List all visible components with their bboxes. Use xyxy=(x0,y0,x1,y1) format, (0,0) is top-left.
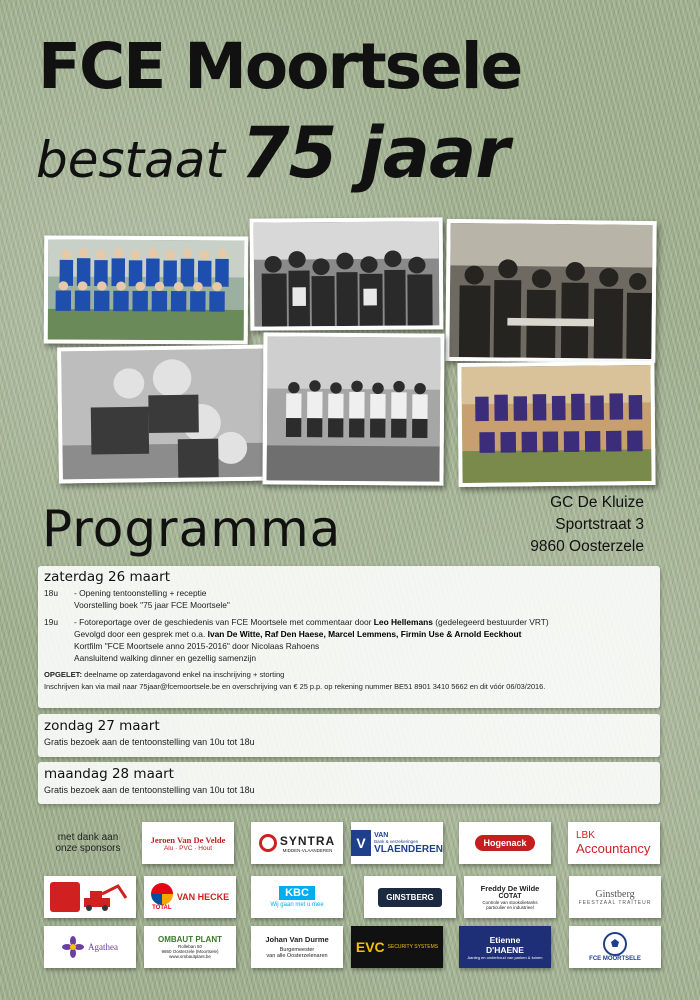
sponsor-name: Johan Van Durme xyxy=(265,935,329,944)
subtitle-big: 75 jaar xyxy=(240,112,509,194)
speaker-role: (gedelegeerd bestuurder VRT) xyxy=(432,617,549,627)
sponsor-tagline: MIDDEN-VLAANDEREN xyxy=(282,847,333,853)
note-text: deelname op zaterdagavond enkel na inschrijving + storting xyxy=(81,670,285,679)
venue-name: GC De Kluize xyxy=(550,494,644,511)
talk-guests: Ivan De Witte, Raf Den Haese, Marcel Lemmens, Firmin Use & Arnold Eeckhout xyxy=(207,629,522,639)
sponsor-service: Controle van stookolietanks xyxy=(482,900,538,905)
football-icon xyxy=(603,932,627,956)
sponsor-etienne-dhaene xyxy=(459,926,551,968)
sponsor-fce-moortsele xyxy=(569,926,661,968)
sponsor-prefix: LBK xyxy=(576,830,595,841)
sponsor-prefix: VAN xyxy=(374,831,389,839)
sponsor-syntra xyxy=(251,822,343,864)
sponsor-kbc xyxy=(251,876,343,918)
sponsor-johan-van-durme xyxy=(251,926,343,968)
photo-team-purple xyxy=(457,361,655,487)
venue-street: Sportstraat 3 xyxy=(555,516,644,533)
photo-team-blue xyxy=(44,235,249,344)
ginstberg-badge xyxy=(378,888,442,907)
venue-address xyxy=(530,492,644,558)
book-line: Voorstelling boek "75 jaar FCE Moortsele" xyxy=(74,600,230,610)
sponsor-name: Freddy De Wilde xyxy=(480,884,540,893)
sponsor-evc-security xyxy=(351,926,443,968)
sponsors-thanks xyxy=(42,822,134,864)
sponsor-name: VAN HECKE xyxy=(176,892,230,902)
red-sticker-icon xyxy=(50,882,80,912)
hogenack-logo xyxy=(475,835,534,851)
sponsor-tagline: SECURITY SYSTEMS xyxy=(387,944,439,950)
sponsor-name-2: D'HAENE xyxy=(486,944,524,955)
day-title: maandag 28 maart xyxy=(44,766,174,782)
programma-heading: Programma xyxy=(42,500,342,558)
syntra-logo-icon xyxy=(259,834,277,852)
day-text: Gratis bezoek aan de tentoonstelling van 10u tot 18u xyxy=(44,785,255,795)
sponsor-agathea xyxy=(44,926,136,968)
sponsor-ginstberg xyxy=(364,876,456,918)
sponsor-address: Rolleban 50 xyxy=(177,944,203,949)
opening-line: - Opening tentoonstelling + receptie xyxy=(74,588,207,598)
sponsor-name-1: OMBAUT xyxy=(157,935,194,944)
total-label: TOTAL xyxy=(152,905,172,911)
sponsor-name: VLAENDEREN xyxy=(374,843,443,855)
venue-city: 9860 Oosterzele xyxy=(530,538,644,555)
day-title: zondag 27 maart xyxy=(44,718,160,734)
vv-logo-icon: V xyxy=(351,830,371,856)
sponsor-ginstberg-traiteur xyxy=(569,876,661,918)
sponsor-name: Jeroen Van De Velde xyxy=(150,834,226,845)
time-19u: 19u xyxy=(44,617,58,627)
photo-bw-team xyxy=(262,332,444,485)
subtitle-word: bestaat xyxy=(36,131,226,189)
kbc-logo: KBC xyxy=(279,886,315,900)
sponsor-tagline: Alu · PVC · Hout xyxy=(163,844,213,852)
sponsor-company: COTAT xyxy=(498,893,522,900)
day-title: zaterdag 26 maart xyxy=(44,569,170,585)
sponsor-subtitle: van alle Oosterzelenaren xyxy=(266,953,328,959)
sponsor-ombaut-plant xyxy=(144,926,236,968)
speaker-name: Leo Hellemans xyxy=(373,617,433,627)
sponsor-tagline: Aanleg en onderhoud van parken & tuinen xyxy=(467,954,543,960)
club-title: FCE Moortsele xyxy=(38,30,522,103)
sponsor-city: 9860 Oosterzele (Moortsele) xyxy=(161,949,219,954)
day-text: Gratis bezoek aan de tentoonstelling van 10u tot 18u xyxy=(44,737,255,747)
talk-intro: Gevolgd door een gesprek met o.a. xyxy=(74,629,208,639)
sponsor-name: Agathea xyxy=(88,942,118,952)
note-label: OPGELET: xyxy=(44,670,82,679)
sponsor-jeroen-van-de-velde xyxy=(142,822,234,864)
sponsor-website: www.ombautplant.be xyxy=(169,954,211,959)
time-18u: 18u xyxy=(44,588,58,598)
sponsor-name: EVC xyxy=(355,939,385,955)
sponsor-name: FCE MOORTSELE xyxy=(589,956,641,962)
flower-icon xyxy=(62,936,84,958)
day-box-saturday xyxy=(38,566,660,708)
thanks-line-2: onze sponsors xyxy=(55,843,121,854)
sponsor-name-1: Etienne xyxy=(489,934,521,945)
sponsor-name: SYNTRA xyxy=(279,833,336,848)
sponsor-title: Burgemeester xyxy=(279,947,315,953)
kbc-slogan: Wij gaan met u mee xyxy=(270,902,324,908)
sponsor-excavation xyxy=(44,876,136,918)
film-line: Kortfilm "FCE Moortsele anno 2015-2016" door Nicolaas Rahoens xyxy=(74,641,320,651)
sponsor-tagline: FEESTZAAL TRAITEUR xyxy=(578,899,652,906)
sponsor-name: Ginstberg xyxy=(595,888,635,900)
sponsor-tagline: Bank & verzekeringen xyxy=(374,838,419,844)
dinner-line: Aansluitend walking dinner en gezellig samenzijn xyxy=(74,653,257,663)
excavator-icon xyxy=(80,882,130,912)
photo-bw-crowd xyxy=(250,217,444,330)
sponsor-name: Hogenack xyxy=(483,838,527,848)
sponsor-van-vlaenderen xyxy=(351,822,443,864)
sponsor-lbk-accountancy xyxy=(568,822,660,864)
total-logo-icon xyxy=(151,883,173,905)
day-box-sunday xyxy=(38,714,660,757)
sponsor-service-2: particulier en industrieel xyxy=(486,905,534,910)
sponsor-name: Accountancy xyxy=(576,841,651,856)
sponsor-van-hecke-total xyxy=(144,876,236,918)
photo-bw-cafe xyxy=(445,219,656,363)
photo-bw-kids xyxy=(57,345,269,484)
thanks-line-1: met dank aan xyxy=(57,832,119,843)
sponsor-freddy-de-wilde xyxy=(464,876,556,918)
sponsor-name: GINSTBERG xyxy=(386,892,434,902)
anniversary-subtitle xyxy=(36,112,509,194)
sponsor-name-2: PLANT xyxy=(195,935,222,944)
day-box-monday xyxy=(38,762,660,804)
sponsor-hogenack xyxy=(459,822,551,864)
registration-text: Inschrijven kan via mail naar 75jaar@fcemoortsele.be en overschrijving van € 25 p.p. op rekening nummer BE51 8901 3410 5662 en dit vóór 06/03/2016. xyxy=(44,682,546,691)
photo-report-line: - Fotoreportage over de geschiedenis van FCE Moortsele met commentaar door xyxy=(74,617,374,627)
